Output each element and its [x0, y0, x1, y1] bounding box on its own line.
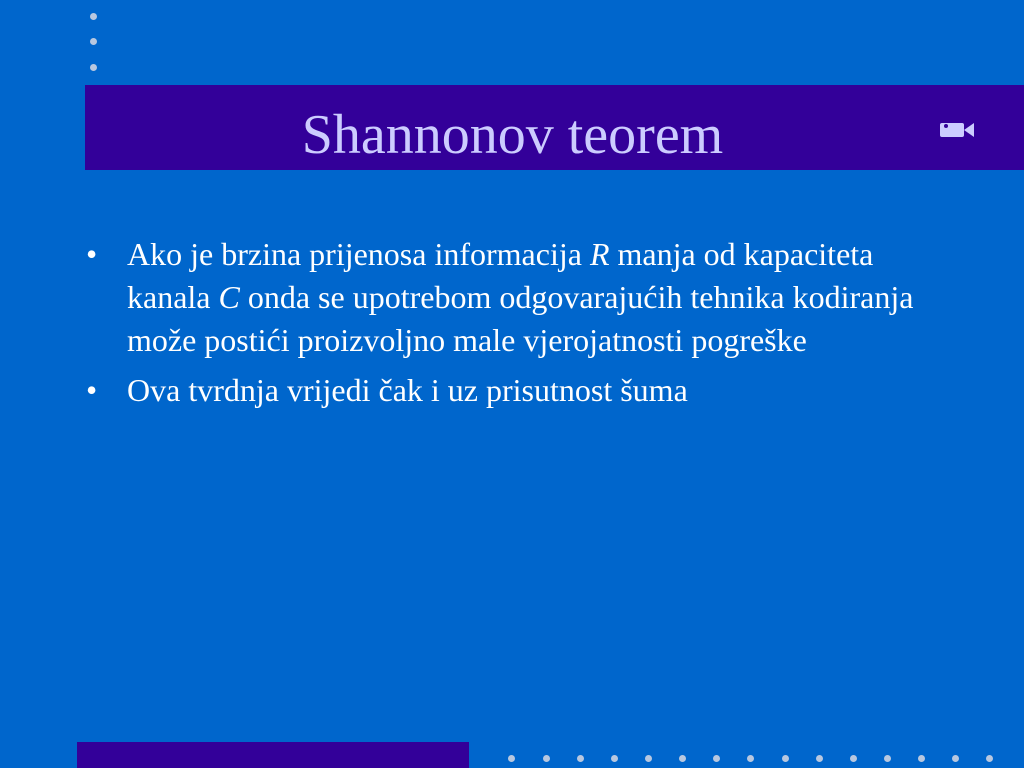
bullet-text: onda se upotrebom odgovarajućih tehnika kodiranja može postići proizvoljno male vjerojatnosti pogreške [127, 279, 914, 358]
dot-icon [645, 755, 652, 762]
dot-icon [90, 13, 97, 20]
bullet-text: manja od kapaciteta kanala [127, 236, 874, 315]
dot-icon [747, 755, 754, 762]
slide-title: Shannonov teorem [301, 104, 724, 166]
italic-variable: R [589, 236, 610, 272]
dot-icon [679, 755, 686, 762]
bullet-icon: • [86, 236, 98, 272]
dot-icon [543, 755, 550, 762]
bullet-item [86, 369, 916, 412]
bullet-text: Ova tvrdnja vrijedi čak i uz prisutnost šuma [127, 372, 688, 408]
dot-icon [816, 755, 823, 762]
dot-icon [508, 755, 515, 762]
dot-icon [713, 755, 720, 762]
dot-icon [850, 755, 857, 762]
dot-icon [918, 755, 925, 762]
bullet-icon: • [86, 372, 98, 408]
dot-icon [884, 755, 891, 762]
video-camera-icon [938, 120, 976, 140]
italic-variable: C [218, 279, 240, 315]
bullet-text: Ako je brzina prijenosa informacija [127, 236, 590, 272]
bullet-item [86, 233, 916, 362]
dot-icon [952, 755, 959, 762]
dot-icon [782, 755, 789, 762]
dot-icon [577, 755, 584, 762]
dot-icon [90, 64, 97, 71]
bullet-list [86, 233, 916, 419]
dot-icon [90, 38, 97, 45]
bottom-bar [77, 742, 469, 768]
dot-icon [611, 755, 618, 762]
dot-icon [986, 755, 993, 762]
